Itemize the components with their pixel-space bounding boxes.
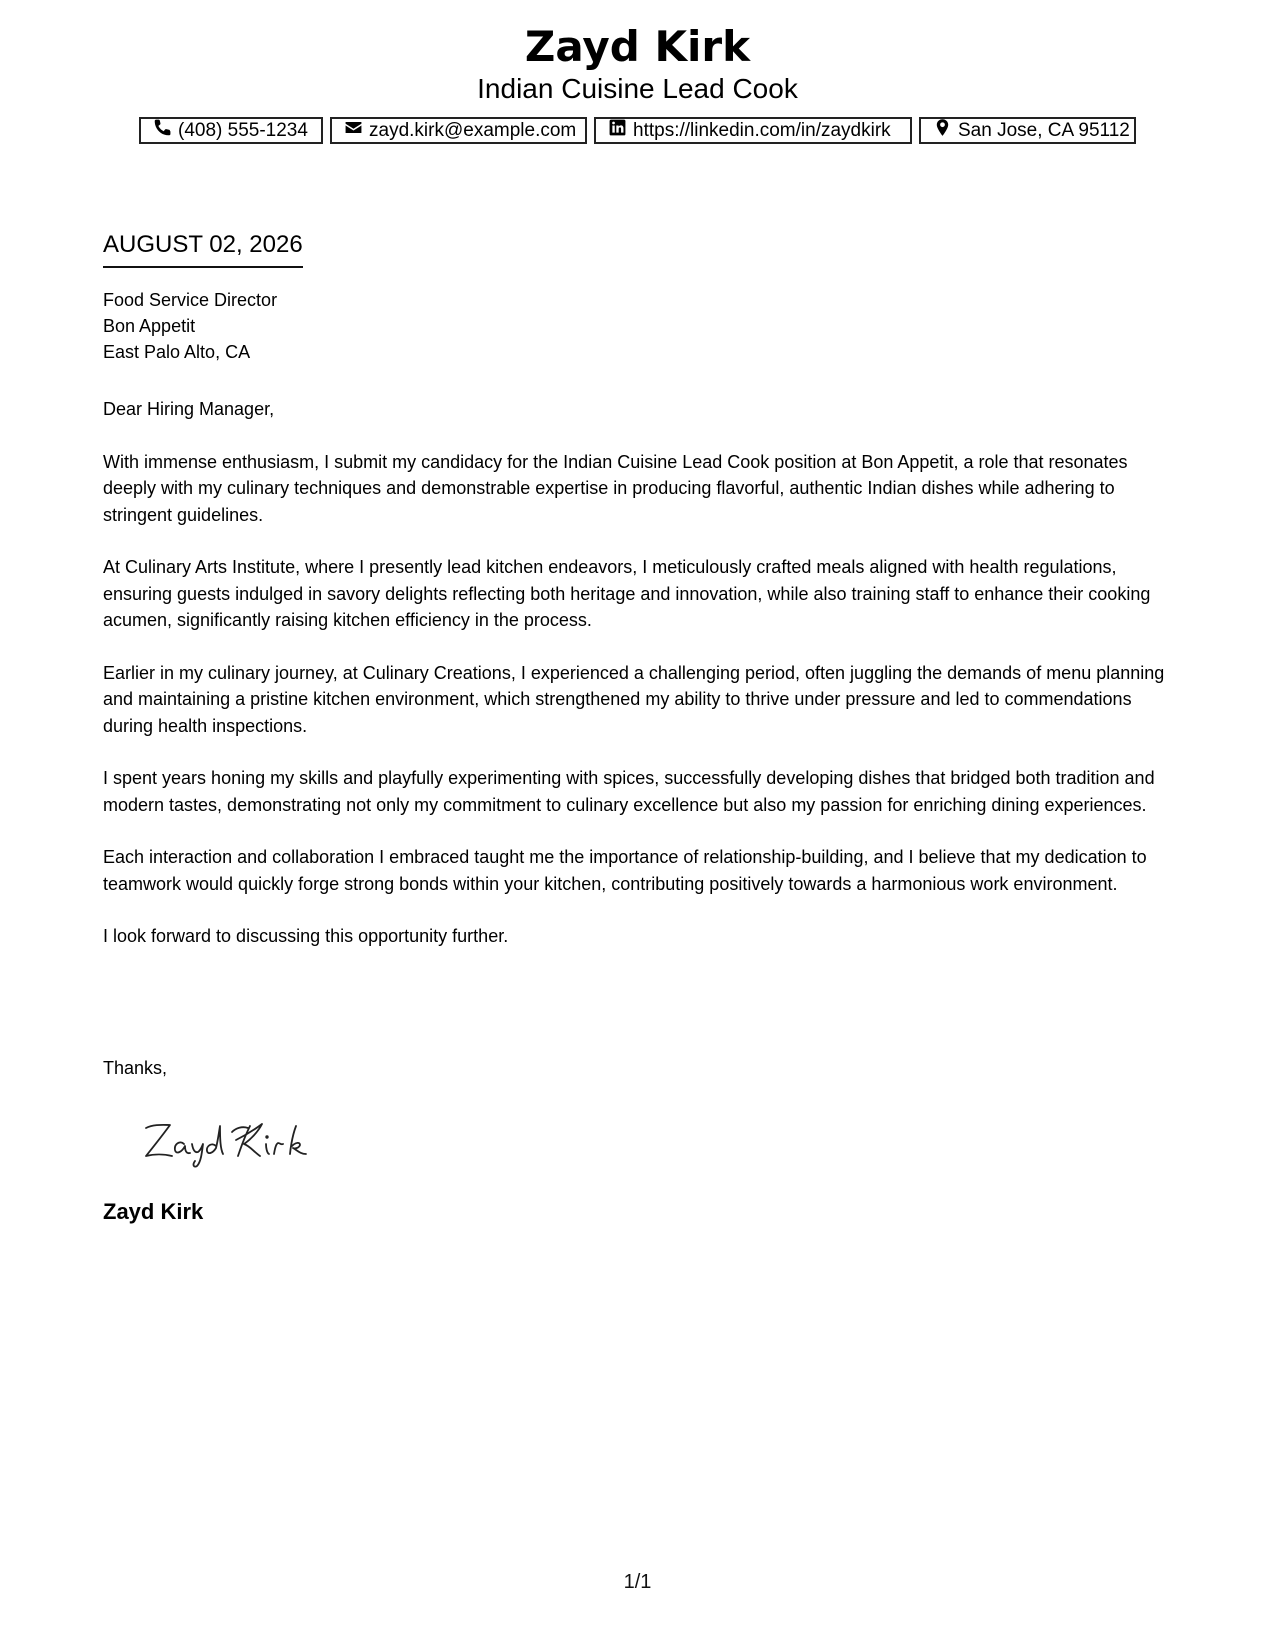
envelope-icon	[344, 118, 363, 143]
letter-header	[0, 22, 1275, 144]
page-number: 1/1	[623, 1571, 652, 1593]
paragraph-1: With immense enthusiasm, I submit my candidacy for the Indian Cuisine Lead Cook position at Bon Appetit, a role that resonates deeply with my culinary techniques and demonstrable expertise in producing flavorful, authentic Indian dishes while adhering to stringent guidelines.	[103, 451, 1128, 525]
contact-location-text: San Jose, CA 95112	[958, 119, 1130, 141]
signer-name: Zayd Kirk	[103, 1199, 204, 1224]
closing: Thanks,	[103, 1058, 168, 1078]
paragraph-5: Each interaction and collaboration I embraced taught me the importance of relationship-building, and I believe that my dedication to teamwork would quickly forge strong bonds within your kitchen, contributing positively towards a harmonious work environment.	[103, 847, 1147, 894]
map-marker-icon	[933, 118, 952, 143]
handwritten-signature	[140, 1110, 330, 1170]
recipient-role: Food Service Director	[103, 290, 278, 310]
contact-location[interactable]	[919, 117, 1136, 144]
contact-phone-text: (408) 555-1234	[178, 119, 308, 141]
paragraph-3: Earlier in my culinary journey, at Culinary Creations, I experienced a challenging period, often juggling the demands of menu planning and maintaining a pristine kitchen environment, which strengthened my ability to thrive under pressure and led to commendations during health inspections.	[103, 662, 1165, 736]
linkedin-icon	[608, 118, 627, 143]
letter-body	[103, 396, 1183, 976]
paragraph-6: I look forward to discussing this opportunity further.	[103, 926, 509, 946]
contact-email-text: zayd.kirk@example.com	[369, 119, 577, 141]
paragraph-2: At Culinary Arts Institute, where I presently lead kitchen endeavors, I meticulously crafted meals aligned with health regulations, ensuring guests indulged in savory delights reflecting both heritage and innovation, while also training staff to enhance their cooking acumen, significantly raising kitchen efficiency in the process.	[103, 557, 1151, 630]
contact-phone[interactable]	[139, 117, 323, 144]
recipient-block	[103, 287, 277, 365]
contact-email[interactable]	[330, 117, 587, 144]
applicant-name: Zayd Kirk	[524, 22, 751, 71]
contact-bar	[0, 117, 1275, 144]
contact-linkedin-text: https://linkedin.com/in/zaydkirk	[633, 119, 891, 141]
recipient-company: Bon Appetit	[103, 316, 196, 336]
applicant-title: Indian Cuisine Lead Cook	[477, 73, 798, 104]
letter-date: AUGUST 02, 2026	[103, 230, 303, 268]
salutation: Dear Hiring Manager,	[103, 399, 275, 419]
phone-icon	[153, 118, 172, 143]
paragraph-4: I spent years honing my skills and playfully experimenting with spices, successfully developing dishes that bridged both tradition and modern tastes, demonstrating not only my commitment to culinary excellence but also my passion for enriching dining experiences.	[103, 768, 1155, 815]
recipient-location: East Palo Alto, CA	[103, 342, 251, 362]
contact-linkedin[interactable]	[594, 117, 912, 144]
